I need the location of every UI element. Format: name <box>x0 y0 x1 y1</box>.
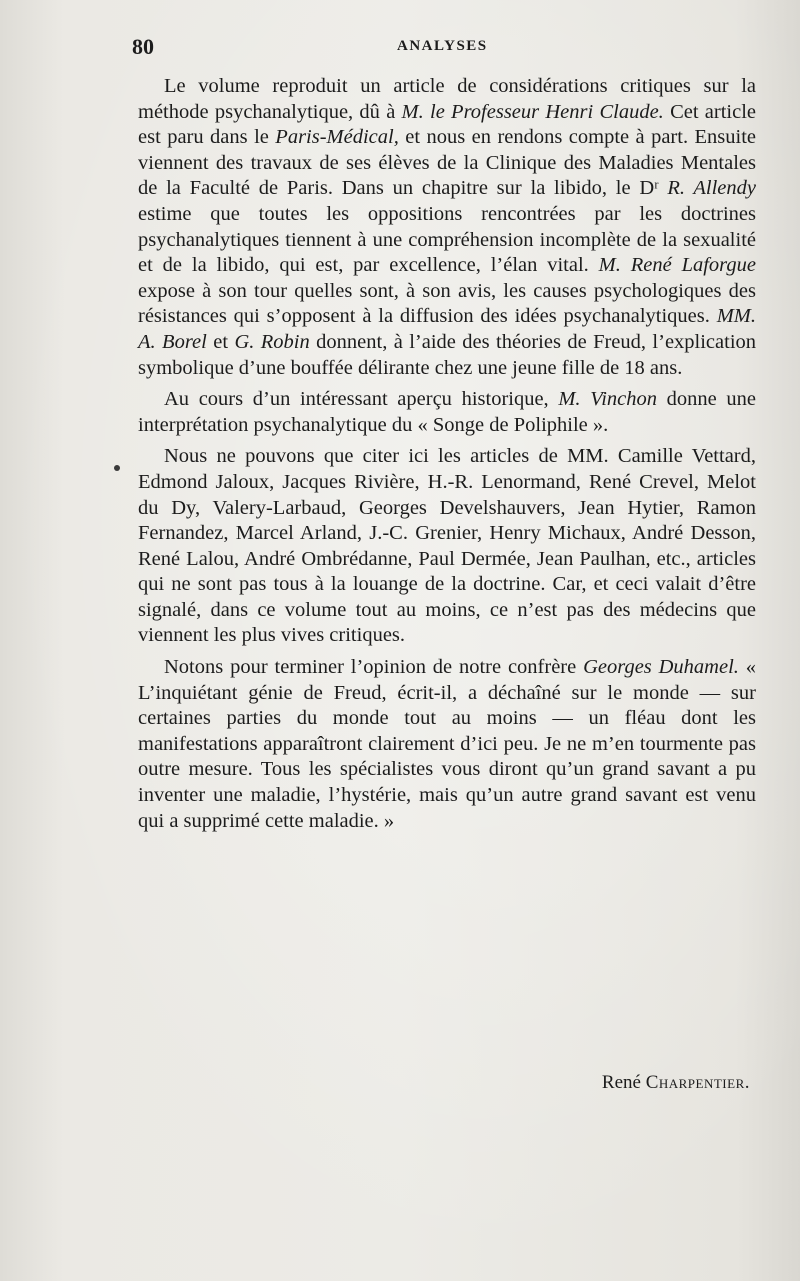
body-text <box>138 74 756 840</box>
italic-text: G. Robin <box>234 330 310 353</box>
text-run: Le volume reproduit un article de considérations critiques sur la méthode psychanalytique, dû à <box>138 75 756 123</box>
paragraph <box>138 655 756 834</box>
text-run: « L’inquiétant génie de Freud, écrit-il, a déchaîné sur le monde — sur certaines parties du monde tout au moins — un fléau dont les manifestations apparaîtront clairement d’ici peu. Je ne m’en tourmente pas outre mesure. Tous les spécialistes vous diront qu’un grand savant a pu inventer une maladie, l’hystérie, mais qu’un autre grand savant est venu qui a supprimé cette maladie. » <box>138 656 757 832</box>
signature-last-name: Charpentier. <box>645 1072 750 1093</box>
text-run: et nous en rendons compte à part. Ensuite viennent des travaux de ses élèves de la Clinique des Maladies Mentales de la Faculté de Paris. Dans un chapitre sur la libido, le Dʳ <box>138 126 756 200</box>
italic-text: M. Vinchon <box>558 388 657 411</box>
text-run: Au cours d’un intéressant aperçu historique, <box>164 388 559 411</box>
paragraph <box>138 444 756 649</box>
italic-text: R. Allendy <box>667 177 757 200</box>
text-run: Nous ne pouvons que citer ici les articles de MM. Camille Vettard, Edmond Jaloux, Jacques Rivière, H.-R. Lenormand, René Crevel, Melot du Dy, Valery-Larbaud, Georges Develshauvers, Jean Hytier, Ramon Fernandez, Marcel Arland, J.-C. Grenier, Henry Michaux, André Desson, René Lalou, André Ombrédanne, Paul Dermée, Jean Paulhan, etc., articles qui ne sont pas tous à la louange de la doctrine. Car, et ceci valait d’être signalé, dans ce volume tout au moins, ce n’est pas des médecins que viennent les plus vives critiques. <box>138 445 756 647</box>
italic-text: Georges Duhamel. <box>583 656 739 679</box>
italic-text: MM. A. Borel <box>138 305 756 353</box>
ink-speck <box>114 465 120 471</box>
text-run: estime que toutes les oppositions rencontrées par les doctrines psychanalytiques tiennent à une compréhension incomplète de la sexualité et de la libido, qui est, par excellence, l’élan vital. <box>138 202 756 277</box>
italic-text: M. René Laforgue <box>598 254 756 277</box>
text-run: donnent, à l’aide des théories de Freud, l’explication symbolique d’une bouffée délirante chez une jeune fille de 18 ans. <box>138 330 757 379</box>
text-run: donne une interprétation psychanalytique du « Songe de Poliphile ». <box>138 388 756 436</box>
italic-text: M. le Professeur Henri Claude. <box>401 100 664 123</box>
paragraph <box>138 387 756 438</box>
page-number: 80 <box>132 34 154 59</box>
page-header <box>132 34 756 62</box>
text-run: Cet article est paru dans le <box>138 100 756 149</box>
running-head: ANALYSES <box>397 38 488 54</box>
author-signature <box>602 1072 750 1094</box>
text-run: Notons pour terminer l’opinion de notre confrère <box>164 656 584 679</box>
text-run: et <box>206 330 235 353</box>
italic-text: Paris-Médical, <box>275 126 399 149</box>
paragraph <box>138 74 756 381</box>
text-run: expose à son tour quelles sont, à son avis, les causes psychologiques des résistances qui s’opposent à la diffusion des idées psychanalytiques. <box>138 279 756 328</box>
signature-first-name: René <box>601 1072 641 1093</box>
